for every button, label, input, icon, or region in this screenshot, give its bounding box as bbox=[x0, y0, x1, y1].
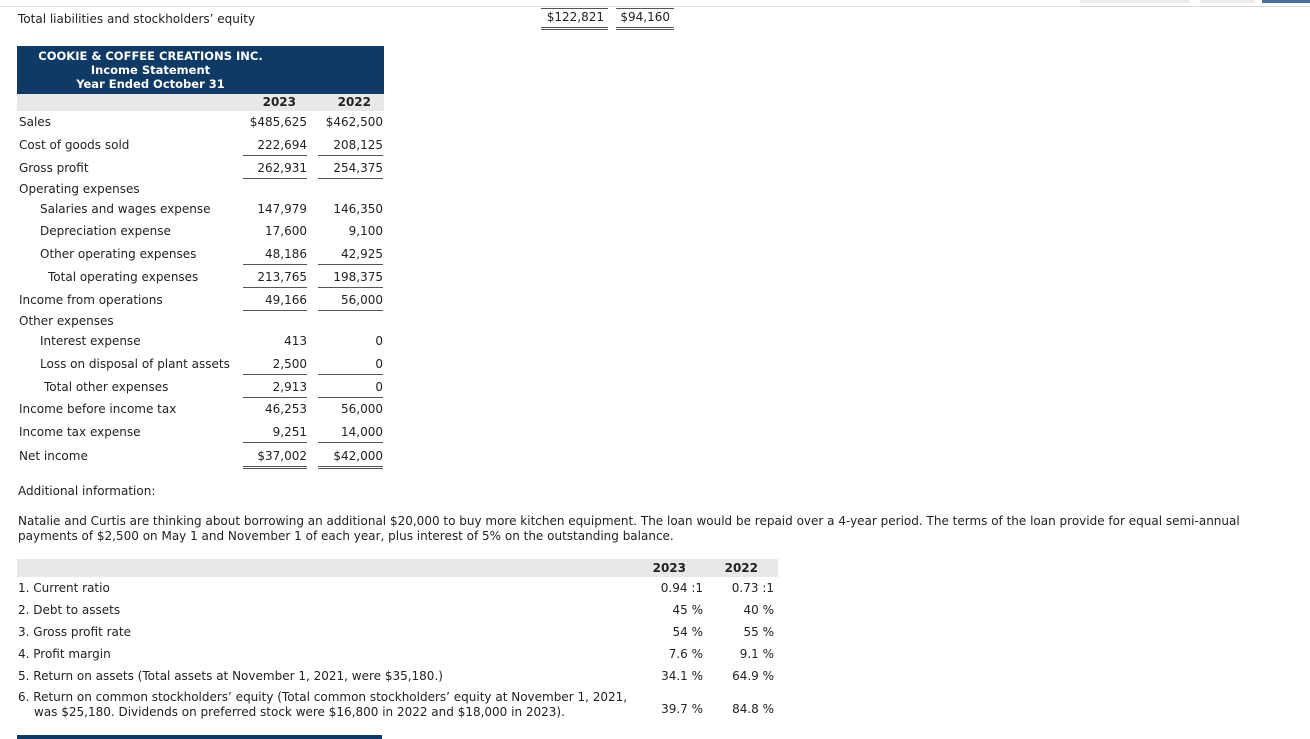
is-row-label: Total operating expenses bbox=[48, 270, 199, 284]
is-row-value-2023: 2,913 bbox=[243, 378, 307, 398]
is-row-value-2023: 2,500 bbox=[243, 355, 307, 375]
is-row-value-2023: 46,253 bbox=[265, 402, 307, 416]
is-row-label: Other operating expenses bbox=[40, 247, 197, 261]
is-row-value-2023: 222,694 bbox=[243, 136, 307, 156]
ratio-value-2023: 34.1 % bbox=[661, 669, 703, 683]
is-row-value-2022: 254,375 bbox=[318, 159, 383, 179]
is-row-value-2023: $485,625 bbox=[249, 115, 307, 129]
is-row-value-2023: 262,931 bbox=[243, 159, 307, 179]
is-row-value-2022: 0 bbox=[318, 378, 383, 398]
is-row-value-2023: 48,186 bbox=[243, 245, 307, 265]
income-statement-header bbox=[17, 46, 384, 94]
is-row-label: Gross profit bbox=[19, 161, 89, 175]
ratio-value-2023: 45 % bbox=[672, 603, 703, 617]
is-row-value-2023: 213,765 bbox=[243, 268, 307, 288]
bottom-divider bbox=[17, 735, 382, 739]
ratio-label bbox=[18, 581, 110, 596]
ratio-year-2023-header: 2023 bbox=[652, 561, 686, 575]
is-row-label: Income before income tax bbox=[19, 402, 177, 416]
is-row-label: Net income bbox=[19, 449, 88, 463]
year-2023-header: 2023 bbox=[262, 95, 296, 109]
is-row-value-2022: 208,125 bbox=[318, 136, 383, 156]
is-row-label: Sales bbox=[19, 115, 51, 129]
loan-paragraph-line2: payments of $2,500 on May 1 and November 1 of each year, plus interest of 5% on the outstanding balance. bbox=[18, 529, 674, 543]
is-row-label: Loss on disposal of plant assets bbox=[40, 357, 230, 371]
is-row-label: Depreciation expense bbox=[40, 224, 171, 238]
is-row-value-2022: 146,350 bbox=[333, 202, 383, 216]
top-tab-strip-active bbox=[1262, 0, 1310, 3]
loan-paragraph bbox=[18, 514, 1278, 544]
ratio-value-2023: 7.6 % bbox=[668, 647, 703, 661]
ratio-value-2022: 40 % bbox=[743, 603, 774, 617]
ratio-value-2023: 39.7 % bbox=[661, 702, 703, 716]
year-2022-header: 2022 bbox=[337, 95, 371, 109]
ratio-label-line1: 1. Current ratio bbox=[18, 581, 110, 595]
ratio-value-2023: 54 % bbox=[672, 625, 703, 639]
is-row-label: Salaries and wages expense bbox=[40, 202, 211, 216]
ratio-label-line1: 6. Return on common stockholders’ equity (Total common stockholders’ equity at November 1, 2021, bbox=[18, 690, 628, 704]
is-row-value-2022: 56,000 bbox=[341, 402, 383, 416]
is-row-value-2023: 413 bbox=[284, 334, 307, 348]
is-row-value-2023: $37,002 bbox=[243, 447, 307, 469]
ratio-label-line1: 5. Return on assets (Total assets at November 1, 2021, were $35,180.) bbox=[18, 669, 443, 683]
additional-info-heading: Additional information: bbox=[18, 484, 156, 498]
is-row-value-2022: 0 bbox=[375, 334, 383, 348]
top-tab-strip bbox=[1200, 0, 1255, 3]
is-row-value-2022: $42,000 bbox=[318, 447, 383, 469]
is-row-value-2022: 198,375 bbox=[318, 268, 383, 288]
ratio-label bbox=[18, 625, 131, 640]
ratio-label-line2: was $25,180. Dividends on preferred stock were $16,800 in 2022 and $18,000 in 2023). bbox=[34, 705, 565, 719]
loan-paragraph-line1: Natalie and Curtis are thinking about borrowing an additional $20,000 to buy more kitchen equipment. The loan would be repaid over a 4-year period. The terms of the loan provide for equal semi-annual bbox=[18, 514, 1240, 528]
statement-title: Income Statement bbox=[90, 63, 211, 77]
is-row-value-2022: $462,500 bbox=[325, 115, 383, 129]
ratio-label-line1: 2. Debt to assets bbox=[18, 603, 121, 617]
is-row-label: Income tax expense bbox=[19, 425, 141, 439]
is-row-value-2022: 56,000 bbox=[318, 291, 383, 311]
is-row-label: Cost of goods sold bbox=[19, 138, 130, 152]
is-row-value-2023: 17,600 bbox=[265, 224, 307, 238]
ratio-value-2022: 64.9 % bbox=[732, 669, 774, 683]
statement-period: Year Ended October 31 bbox=[76, 77, 225, 91]
ratio-value-2023: 0.94 :1 bbox=[660, 581, 703, 595]
is-row-label: Operating expenses bbox=[19, 182, 140, 196]
ratio-value-2022: 84.8 % bbox=[732, 702, 774, 716]
is-row-label: Other expenses bbox=[19, 314, 114, 328]
ratio-label bbox=[18, 603, 120, 618]
is-row-value-2022: 14,000 bbox=[318, 423, 383, 443]
ratio-label-line1: 4. Profit margin bbox=[18, 647, 111, 661]
is-row-label: Interest expense bbox=[40, 334, 141, 348]
company-name: COOKIE & COFFEE CREATIONS INC. bbox=[38, 49, 263, 63]
ratio-label-line1: 3. Gross profit rate bbox=[18, 625, 131, 639]
ratio-value-2022: 55 % bbox=[743, 625, 774, 639]
is-row-label: Total other expenses bbox=[44, 380, 169, 394]
total-liabilities-2022: $94,160 bbox=[616, 8, 674, 30]
is-row-value-2023: 49,166 bbox=[243, 291, 307, 311]
total-liabilities-label: Total liabilities and stockholders’ equity bbox=[18, 12, 256, 26]
ratio-label bbox=[18, 647, 111, 662]
total-liabilities-2023: $122,821 bbox=[541, 8, 608, 30]
ratio-label bbox=[18, 690, 627, 720]
ratio-value-2022: 9.1 % bbox=[739, 647, 774, 661]
is-row-value-2023: 147,979 bbox=[257, 202, 307, 216]
ratio-label bbox=[18, 669, 443, 684]
is-row-value-2023: 9,251 bbox=[243, 423, 307, 443]
ratio-value-2022: 0.73 :1 bbox=[731, 581, 774, 595]
top-tab-strip bbox=[1080, 0, 1190, 3]
is-row-value-2022: 9,100 bbox=[348, 224, 383, 238]
is-row-label: Income from operations bbox=[19, 293, 163, 307]
is-row-value-2022: 42,925 bbox=[318, 245, 383, 265]
is-row-value-2022: 0 bbox=[318, 355, 383, 375]
ratio-year-2022-header: 2022 bbox=[724, 561, 758, 575]
